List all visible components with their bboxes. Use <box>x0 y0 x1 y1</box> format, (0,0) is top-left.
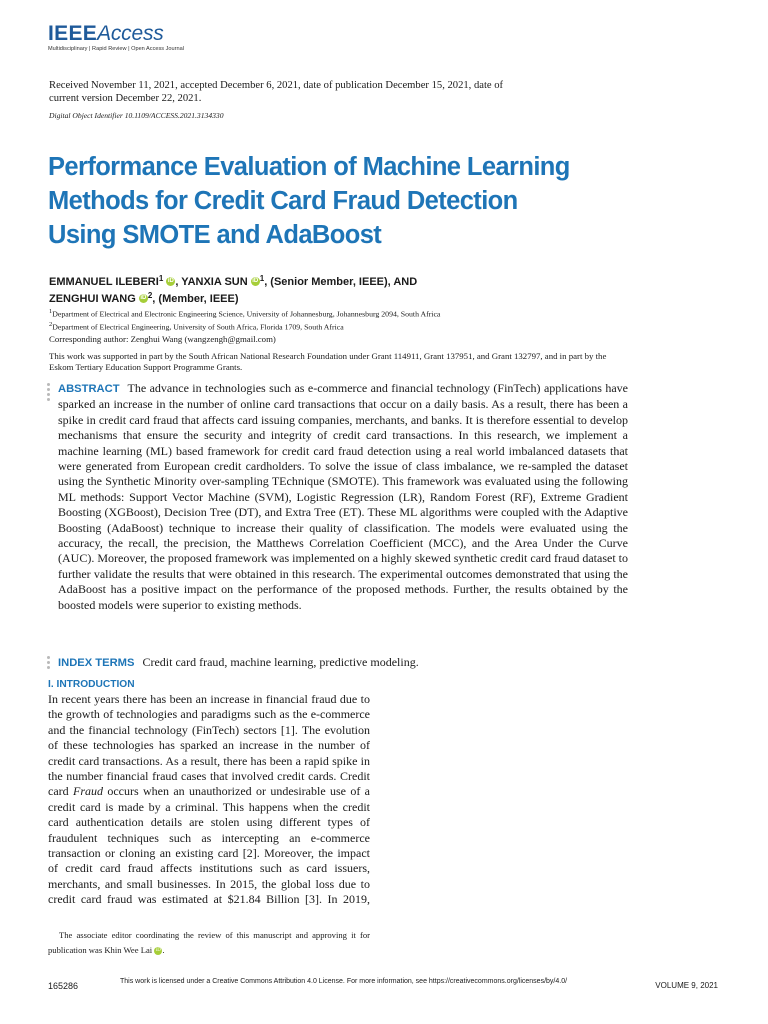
abstract-dots-icon <box>47 383 50 403</box>
corresponding-author: Corresponding author: Zenghui Wang (wangzengh@gmail.com) <box>49 334 276 344</box>
author-3-affil: 2 <box>147 291 153 300</box>
title-line-1: Performance Evaluation of Machine Learning <box>48 153 570 181</box>
journal-logo <box>48 23 184 52</box>
affiliation-1: $^1$Department of Electrical and Electronic Engineering Science, University of Johannesburg, Johannesburg 2094, South Africa <box>49 308 441 319</box>
author-2: , YANXIA SUN <box>175 276 248 288</box>
index-terms-label: INDEX TERMS <box>58 657 135 669</box>
index-terms-dots-icon <box>47 656 50 671</box>
author-1: EMMANUEL ILEBERI <box>49 276 159 288</box>
paper-title <box>48 150 688 252</box>
page-number: 165286 <box>48 981 79 991</box>
orcid-icon[interactable]: iD <box>140 295 147 301</box>
intro-right-text <box>396 677 718 955</box>
license-note[interactable]: This work is licensed under a Creative Commons Attribution 4.0 License. For more information, see https://creativecommons.org/licenses/by/4.0/ <box>120 978 568 985</box>
intro-p1-em: Fraud <box>73 784 103 799</box>
orcid-icon[interactable]: iD <box>167 278 174 284</box>
volume-label: VOLUME 9, 2021 <box>655 981 718 990</box>
logo-access: Access <box>97 22 164 45</box>
logo-ieee: IEEE <box>48 22 98 45</box>
journal-tagline: Multidisciplinary | Rapid Review | Open Access Journal <box>48 46 184 52</box>
page-footer <box>48 977 718 995</box>
author-2-note: , (Senior Member, IEEE), AND <box>264 276 418 288</box>
received-dates: Received November 11, 2021, accepted December 6, 2021, date of publication December 15, 2021, date of current version December 22, 2021. <box>49 80 504 104</box>
title-line-2: Methods for Credit Card Fraud Detection <box>48 187 518 215</box>
author-3: ZENGHUI WANG <box>49 293 136 305</box>
footnote-text: The associate editor coordinating the review of this manuscript and approving it for publication was Khin Wee Lai <box>48 930 370 955</box>
intro-left-text <box>48 692 370 908</box>
author-3-note: , (Member, IEEE) <box>152 293 239 305</box>
title-line-3: Using SMOTE and AdaBoost <box>48 221 382 249</box>
column-right <box>396 677 718 955</box>
abstract-label: ABSTRACT <box>58 383 120 395</box>
index-terms-text: Credit card fraud, machine learning, predictive modeling. <box>142 655 419 669</box>
author-2-affil: 1 <box>259 274 265 283</box>
intro-p1-a: In recent years there has been an increase in financial fraud due to the growth of technologies and paradigms such as the e-commerce and the financial technology (FinTech) sectors [1]. The evolution of these technologies has sparked an increase in the number of credit card transactions. As a result, there has been a rapid spike in the number financial fraud cases that involved credit cards. Credit card <box>48 692 370 799</box>
abstract <box>58 381 628 613</box>
funding-note: This work was supported in part by the South African National Research Foundation under Grant 114911, Grant 137951, and Grant 132797, and in part by the Eskom Tertiary Education Support Programme Grants. <box>49 351 607 372</box>
orcid-icon[interactable]: iD <box>155 948 161 953</box>
orcid-icon[interactable]: iD <box>252 278 259 284</box>
intro-p1-b: occurs when an unauthorized or undesirable use of a credit card is made by a criminal. This happens when the credit card authentication details are stolen using different types of fraudulent techniques such as intercepting an e-commerce transaction or cloning an existing card [2]. Moreover, the impact of credit card fraud affects institutions such as card issuers, merchants, and small businesses. In 2015, the global loss due to credit card fraud was estimated at $21.84 Billion [3]. In 2019, <box>48 784 370 907</box>
abstract-text: The advance in technologies such as e-commerce and financial technology (FinTech) applications have sparked an increase in the number of online card transactions that occur on a daily basis. As a result, there has been a spike in credit card fraud that affects card issuing companies, merchants, and banks. It is therefore essential to develop mechanisms that ensure the security and integrity of credit card transactions. In this research, we implement a machine learning (ML) based framework for credit card fraud detection using a real world imbalanced datasets that were generated from European credit cardholders. To solve the issue of class imbalance, we re-sampled the dataset using the Synthetic Minority over-sampling TEchnique (SMOTE). This framework was evaluated using the following ML methods: Support Vector Machine (SVM), Logistic Regression (LR), Random Forest (RF), Extreme Gradient Boosting (XGBoost), Decision Tree (DT), and Extra Tree (ET). These ML algorithms were coupled with the Adaptive Boosting (AdaBoost) technique to increase their quality of classification. The models were evaluated using the accuracy, the recall, the precision, the Matthews Correlation Coefficient (MCC), and the Area Under the Curve (AUC). Moreover, the proposed framework was implemented on a highly skewed synthetic credit card fraud dataset to further validate the results that were obtained in this research. The experimental outcomes demonstrated that using the AdaBoost has a positive impact on the performance of the proposed methods. Further, the results obtained by the boosted models were superior to existing methods. <box>58 381 629 612</box>
editor-footnote: The associate editor coordinating the review of this manuscript and approving it for publication was Khin Wee Lai iD . <box>48 930 370 955</box>
author-1-affil: 1 <box>158 274 164 283</box>
affiliations <box>49 307 440 333</box>
doi: Digital Object Identifier 10.1109/ACCESS.2021.3134330 <box>49 111 224 120</box>
column-left <box>48 678 370 908</box>
index-terms <box>58 655 419 670</box>
author-list <box>49 274 709 308</box>
affiliation-2: $^2$Department of Electrical Engineering, University of South Africa, Florida 1709, South Africa <box>49 321 344 332</box>
section-heading-introduction: I. INTRODUCTION <box>48 679 135 690</box>
